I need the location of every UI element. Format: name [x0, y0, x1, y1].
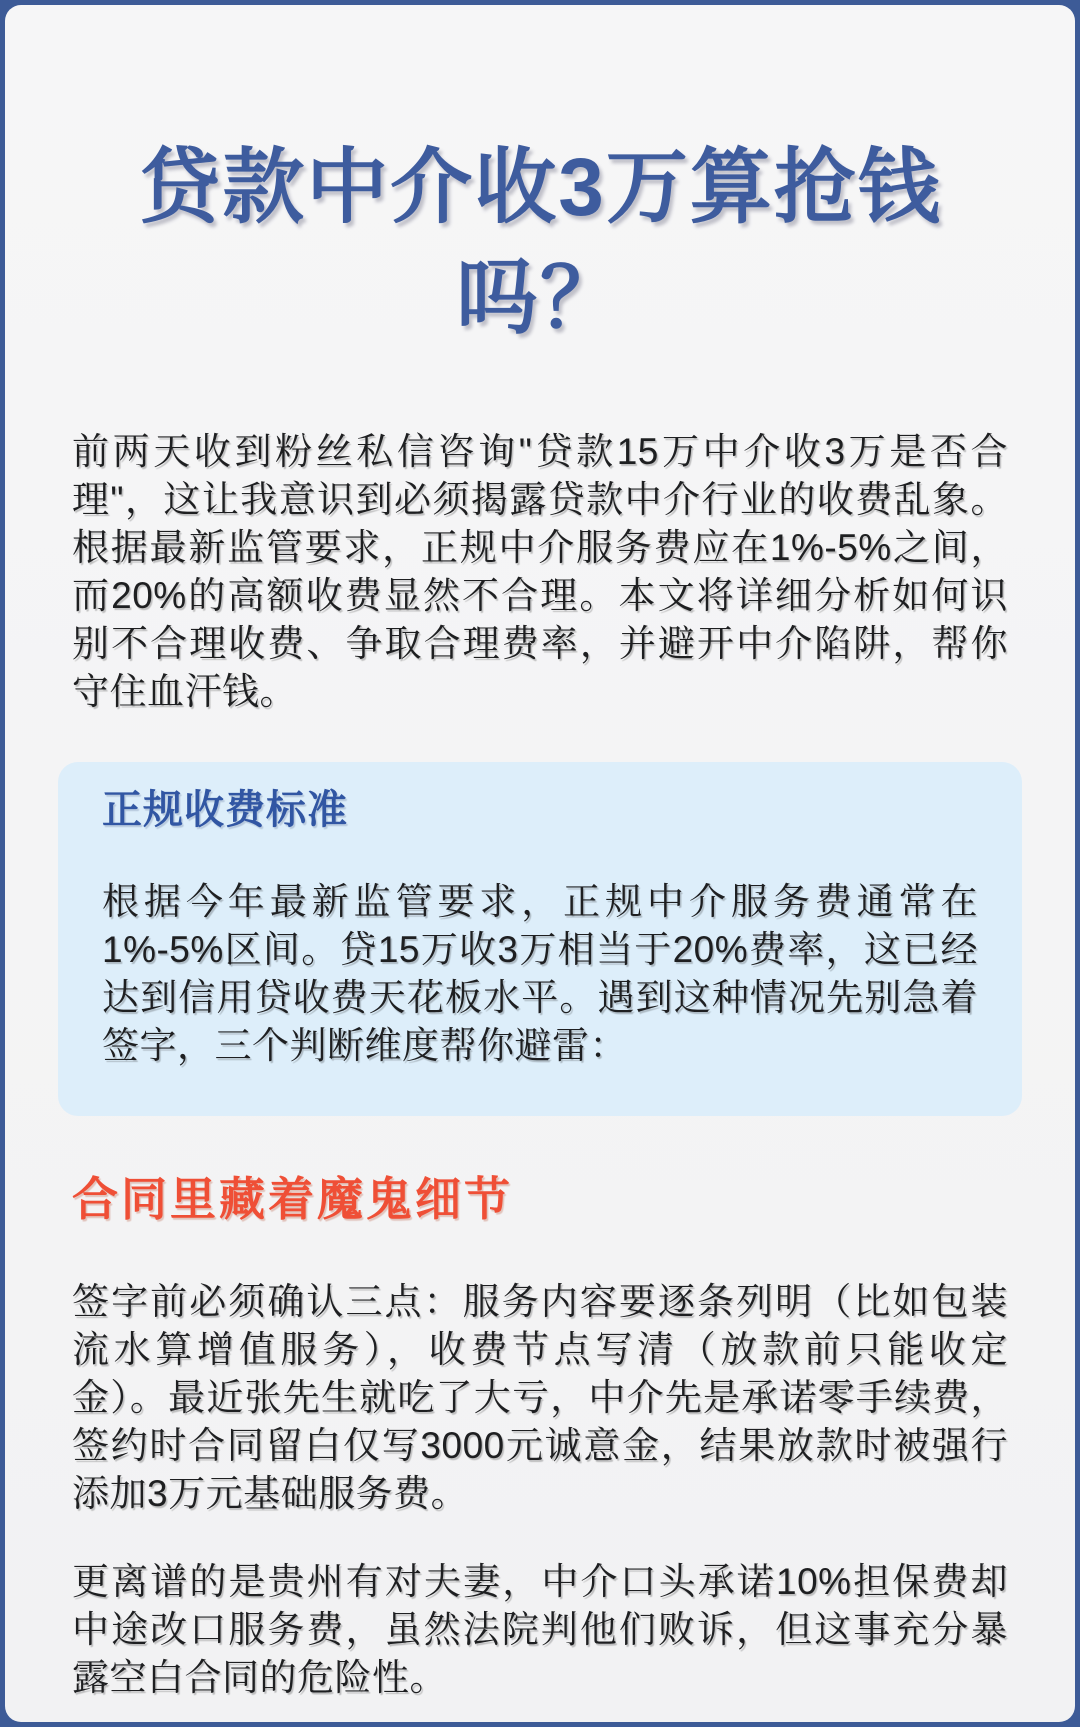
info-box-body: 根据今年最新监管要求，正规中介服务费通常在1%-5%区间。贷15万收3万相当于20%费率，这已经达到信用贷收费天花板水平。遇到这种情况先别急着签字，三个判断维度帮你避雷：: [102, 881, 978, 1067]
page-title-line1: 贷款中介收3万算抢钱: [138, 142, 942, 233]
contract-section-heading: 合同里藏着魔鬼细节: [72, 1173, 513, 1226]
contract-case-paragraph-2: 更离谱的是贵州有对夫妻，中介口头承诺10%担保费却中途改口服务费，虽然法院判他们败诉，但这事充分暴露空白合同的危险性。: [72, 1560, 1008, 1698]
info-box: [58, 762, 1022, 1116]
page-title-line2: 吗？: [455, 252, 624, 344]
page-title: [58, 5, 1022, 354]
contract-case-paragraph-1: 签字前必须确认三点：服务内容要逐条列明（比如包装流水算增值服务），收费节点写清（放款前只能收定金）。最近张先生就吃了大亏，中介先是承诺零手续费，签约时合同留白仅写3000元诚意金，结果放款时被强行添加3万元基础服务费。: [72, 1280, 1008, 1514]
info-box-heading: 正规收费标准: [102, 788, 348, 833]
article-card: [5, 5, 1075, 1722]
intro-paragraph: 前两天收到粉丝私信咨询"贷款15万中介收3万是否合理"，这让我意识到必须揭露贷款中介行业的收费乱象。根据最新监管要求，正规中介服务费应在1%-5%之间，而20%的高额收费显然不合理。本文将详细分析如何识别不合理收费、争取合理费率，并避开中介陷阱，帮你守住血汗钱。: [72, 431, 1008, 713]
